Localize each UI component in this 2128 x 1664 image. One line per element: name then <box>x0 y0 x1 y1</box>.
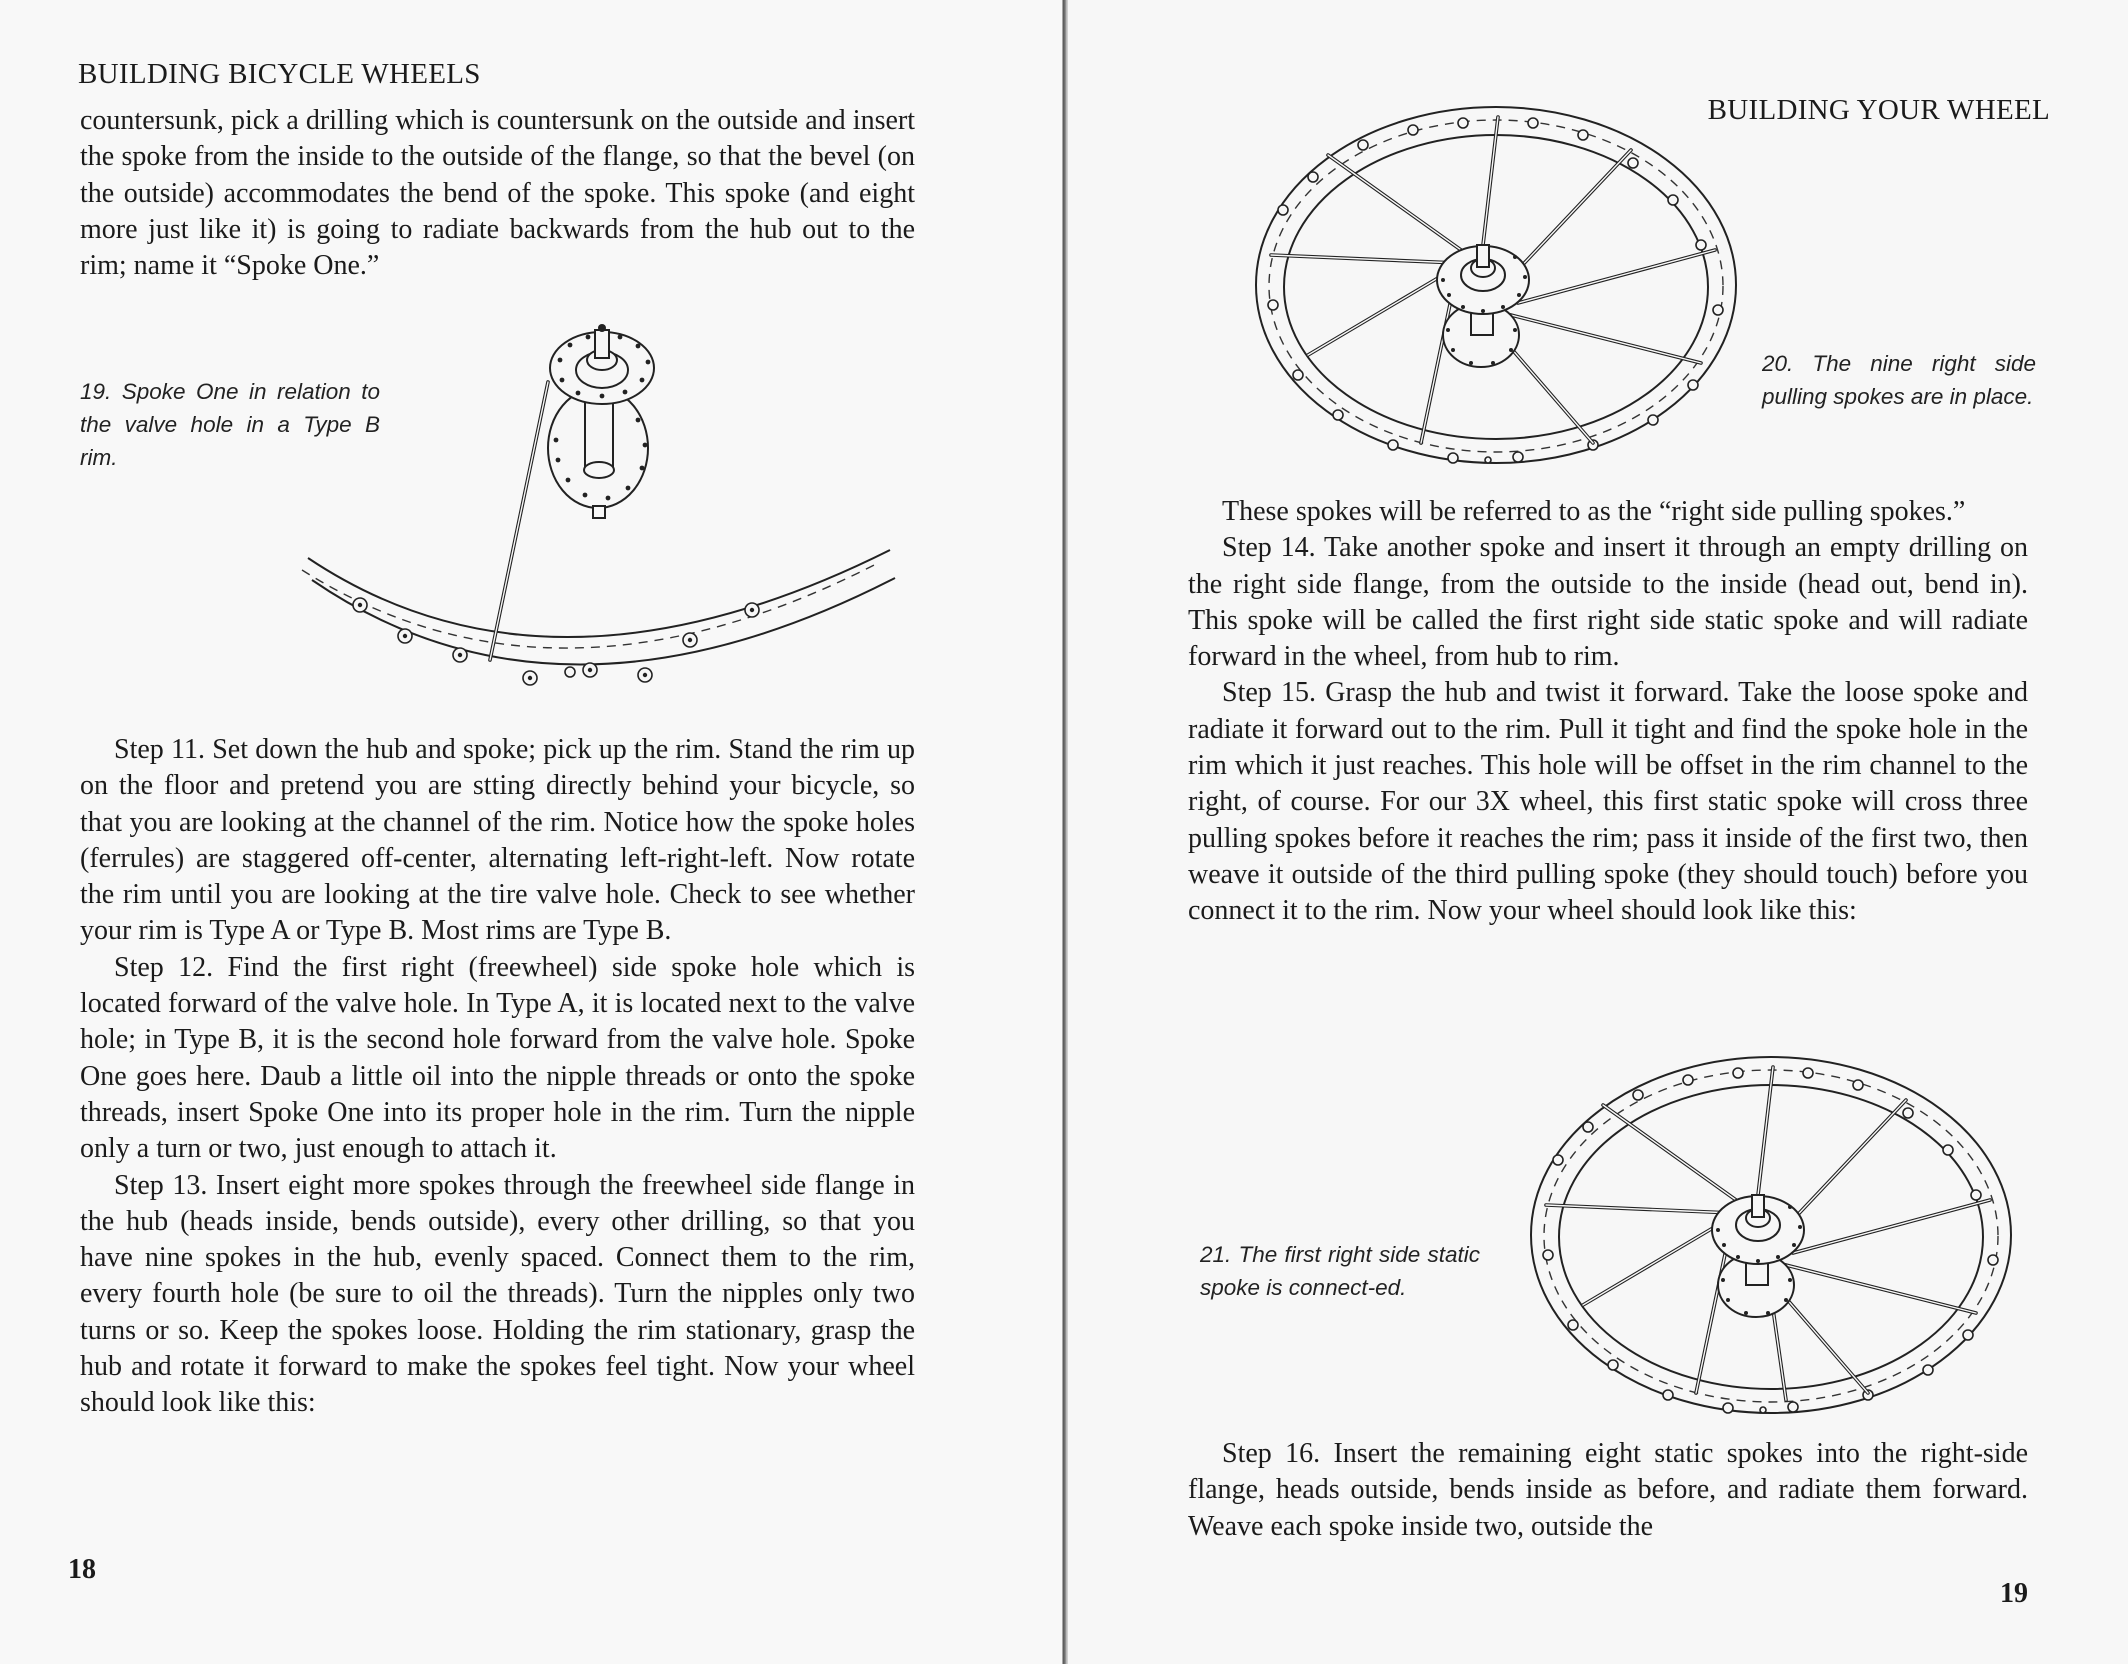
wheel-nine-spokes-illustration-icon <box>1253 105 1743 470</box>
steps-right <box>1188 494 2028 930</box>
step-12-label: Step 12. <box>114 951 214 983</box>
step-15-text: Grasp the hub and twist it forward. Take the loose spoke and radiate it forward out to the rim. Pull it tight and find the spoke hole in the rim which it just reaches. This hole will be offset in the rim channel to the right, of course. For our 3X wheel, this first static spoke will cross three pulling spokes before it reaches the rim; pass it inside of the first two, then weave it outside of the third pulling spoke (they should touch) before you connect it to the rim. Now your wheel should look like this: <box>1188 677 2029 927</box>
step-16-block <box>1188 1436 2028 1545</box>
step-11-paragraph <box>80 732 915 950</box>
step-14-label: Step 14. <box>1222 532 1316 564</box>
page-number-right: 19 <box>2000 1578 2028 1609</box>
running-head-left: BUILDING BICYCLE WHEELS <box>78 58 481 90</box>
running-head-right: BUILDING YOUR WHEEL <box>1707 94 2050 126</box>
left-page <box>0 0 1062 1664</box>
step-11-label: Step 11. <box>114 734 205 765</box>
steps-left <box>80 732 915 1422</box>
pulling-spokes-text: These spokes will be referred to as the “right side pulling spokes.” <box>1222 496 1966 527</box>
step-13-text: Insert eight more spokes through the freewheel side flange in the hub (heads inside, bends outside), every other drilling, so that you have nine spokes in the hub, evenly spaced. Connect them to the rim, every fourth hole (be sure to oil the threads). Turn the nipples only two turns or so. Keep the spokes loose. Holding the rim stationary, grasp the hub and rotate it forward to make the spokes feel tight. Now your wheel should look like this: <box>80 1169 915 1419</box>
step-13-label: Step 13. <box>114 1169 208 1201</box>
pulling-spokes-paragraph <box>1188 494 2028 530</box>
figure-21 <box>1528 1055 2018 1420</box>
wheel-ten-spokes-illustration-icon <box>1528 1055 2018 1420</box>
figure-20-caption: 20. The nine right side pulling spokes are in place. <box>1762 351 2036 409</box>
intro-paragraph <box>80 103 915 284</box>
figure-19 <box>290 320 910 710</box>
step-15-label: Step 15. <box>1222 677 1316 709</box>
step-12-paragraph <box>80 950 915 1168</box>
step-16-label: Step 16. <box>1222 1438 1321 1469</box>
right-page <box>1068 0 2128 1664</box>
step-14-paragraph <box>1188 530 2028 675</box>
step-12-text: Find the first right (freewheel) side spoke hole which is located forward of the valve hole. In Type A, it is located next to the valve hole; in Type B, it is the second hole forward from the valve hole. Spoke One goes here. Daub a little oil into the nipple threads or onto the spoke threads, insert Spoke One into its proper hole in the rim. Turn the nipple only a turn or two, just enough to attach it. <box>80 951 915 1165</box>
page-number-left: 18 <box>68 1554 96 1585</box>
intro-text: countersunk, pick a drilling which is countersunk on the outside and insert the spoke from the inside to the outside of the flange, so that the bevel (on the outside) accommodates the bend of the spoke. This spoke (and eight more just like it) is going to radiate backwards from the hub out to the rim; name it “Spoke One.” <box>80 105 915 282</box>
step-16-text: Insert the remaining eight static spokes into the right-side flange, heads outside, bends inside as before, and radiate them forward. Weave each spoke inside two, outside the <box>1188 1438 2029 1542</box>
figure-20 <box>1253 105 1743 470</box>
figure-21-caption: 21. The first right side static spoke is connect-ed. <box>1200 1242 1480 1300</box>
figure-19-caption: 19. Spoke One in relation to the valve hole in a Type B rim. <box>80 379 380 470</box>
step-16-paragraph <box>1188 1436 2028 1545</box>
step-15-paragraph <box>1188 675 2028 929</box>
step-13-paragraph <box>80 1168 915 1422</box>
step-11-text: Set down the hub and spoke; pick up the rim. Stand the rim up on the floor and pretend you are stting directly behind your bicycle, so that you are looking at the channel of the rim. Notice how the spoke holes (ferrules) are staggered off-center, alternating left-right-left. Now rotate the rim until you are looking at the tire valve hole. Check to see whether your rim is Type A or Type B. Most rims are Type B. <box>80 734 916 947</box>
hub-and-rim-section-illustration-icon <box>290 320 910 710</box>
step-14-text: Take another spoke and insert it through an empty drilling on the right side flange, from the outside to the inside (head out, bend in). This spoke will be called the first right side static spoke and will radiate forward in the wheel, from hub to rim. <box>1188 532 2028 673</box>
